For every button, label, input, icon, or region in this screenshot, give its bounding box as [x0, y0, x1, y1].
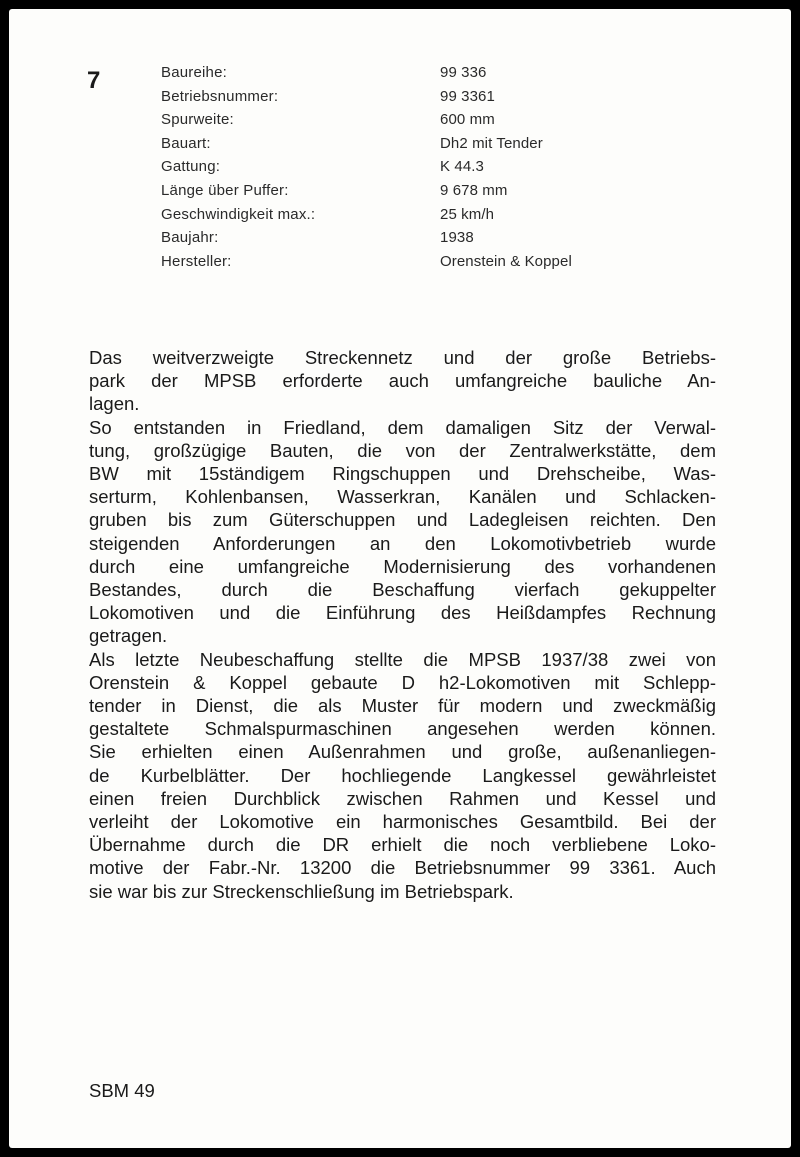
spec-row: [161, 85, 572, 109]
spec-row: [161, 132, 572, 156]
spec-label: Hersteller:: [161, 252, 232, 270]
text-line: Übernahme durch die DR erhielt die noch verbliebene Loko-: [89, 834, 716, 856]
text-line: steigenden Anforderungen an den Lokomotivbetrieb wurde: [89, 532, 716, 554]
text-line: Lokomotiven und die Einführung des Heißdampfes Rechnung: [89, 602, 716, 624]
text-line: durch eine umfangreiche Modernisierung des vorhandenen: [89, 555, 716, 577]
description-text: [89, 346, 716, 903]
text-line: tung, großzügige Bauten, die von der Zentralwerkstätte, dem: [89, 439, 716, 461]
spec-label: Baureihe:: [161, 64, 228, 81]
spec-label: Länge über Puffer:: [161, 181, 289, 199]
series-code: SBM 49: [89, 1080, 155, 1101]
text-line: de Kurbelblätter. Der hochliegende Langkessel gewährleistet: [89, 764, 716, 786]
text-line: einen freien Durchblick zwischen Rahmen und Kessel und: [89, 787, 716, 809]
spec-value: Dh2 mit Tender: [440, 134, 543, 152]
spec-label: Gattung:: [161, 158, 221, 176]
card-number: 7: [87, 67, 101, 94]
spec-value: 9 678 mm: [440, 181, 508, 199]
text-line: verleiht der Lokomotive ein harmonisches Gesamtbild. Bei der: [89, 811, 716, 833]
text-line: BW mit 15ständigem Ringschuppen und Drehscheibe, Was-: [89, 463, 716, 485]
spec-value: 1938: [440, 229, 474, 247]
spec-value: Orenstein & Koppel: [440, 252, 572, 270]
postcard-back: [9, 9, 791, 1148]
spec-row: [161, 250, 572, 274]
spec-row: [161, 226, 572, 250]
text-line: serturm, Kohlenbansen, Wasserkran, Kanälen und Schlacken-: [89, 486, 716, 508]
spec-row: [161, 155, 572, 179]
text-line: park der MPSB erforderte auch umfangreiche bauliche An-: [89, 370, 716, 392]
text-line: So entstanden in Friedland, dem damaligen Sitz der Verwal-: [89, 416, 716, 438]
spec-row: [161, 108, 572, 132]
text-line: Das weitverzweigte Streckennetz und der große Betriebs-: [89, 347, 716, 368]
spec-table: [161, 61, 572, 273]
text-line: motive der Fabr.-Nr. 13200 die Betriebsnummer 99 3361. Auch: [89, 857, 716, 879]
spec-value: 99 3361: [440, 87, 495, 105]
spec-value: 600 mm: [440, 111, 495, 129]
text-line: Bestandes, durch die Beschaffung vierfach gekuppelter: [89, 579, 716, 601]
spec-row: [161, 179, 572, 203]
spec-value: K 44.3: [440, 158, 484, 176]
spec-label: Spurweite:: [161, 111, 234, 129]
text-line: sie war bis zur Streckenschließung im Betriebspark.: [89, 880, 514, 902]
text-line: gruben bis zum Güterschuppen und Ladegleisen reichten. Den: [89, 509, 716, 531]
spec-row: [161, 61, 572, 85]
spec-value: 99 336: [440, 64, 487, 81]
text-line: getragen.: [89, 625, 168, 647]
spec-label: Baujahr:: [161, 229, 219, 247]
spec-label: Bauart:: [161, 134, 211, 152]
spec-label: Betriebsnummer:: [161, 87, 279, 105]
text-line: Als letzte Neubeschaffung stellte die MPSB 1937/38 zwei von: [89, 648, 716, 670]
text-line: tender in Dienst, die als Muster für modern und zweckmäßig: [89, 695, 716, 717]
text-line: lagen.: [89, 393, 140, 415]
text-line: gestaltete Schmalspurmaschinen angesehen werden können.: [89, 718, 716, 740]
spec-value: 25 km/h: [440, 205, 495, 223]
text-line: Sie erhielten einen Außenrahmen und große, außenanliegen-: [89, 741, 716, 763]
spec-label: Geschwindigkeit max.:: [161, 205, 316, 223]
text-line: Orenstein & Koppel gebaute D h2-Lokomotiven mit Schlepp-: [89, 671, 716, 693]
spec-row: [161, 203, 572, 227]
